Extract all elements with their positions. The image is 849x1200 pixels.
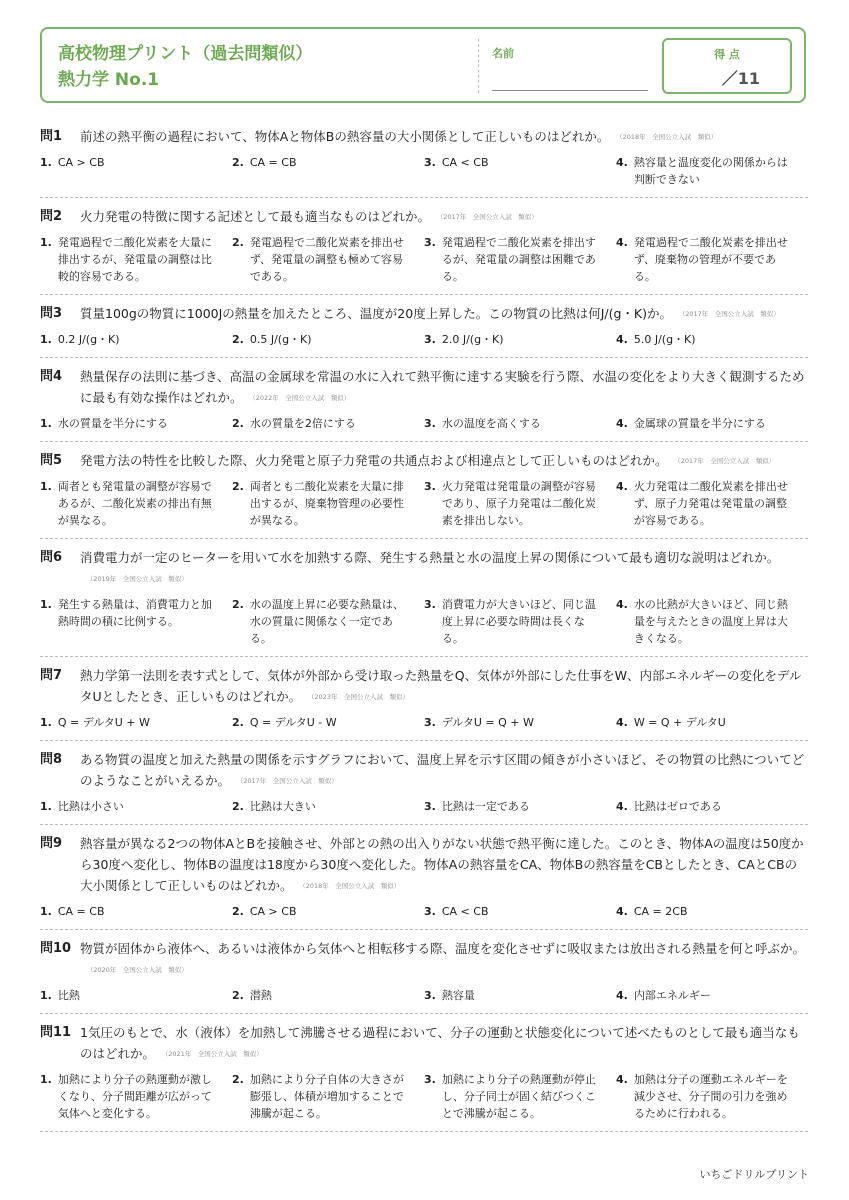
choice-number: 2. xyxy=(232,716,244,729)
choice-text: CA = CB xyxy=(249,156,297,169)
choice-text: デルタU = Q + W xyxy=(441,716,534,729)
choice-number: 2. xyxy=(232,598,244,611)
choice-number: 3. xyxy=(424,1073,436,1086)
choice-number: 2. xyxy=(232,156,244,169)
score-box xyxy=(662,38,792,94)
question-header xyxy=(40,366,808,409)
choice-text: 比熱は一定である xyxy=(441,800,530,813)
choice-list xyxy=(40,714,808,731)
choice-text: CA = CB xyxy=(57,905,105,918)
question-body: 1気圧のもとで、水（液体）を加熱して沸騰させる過程において、分子の運動と状態変化について述べたものとして最も適当なものはどれか。 xyxy=(80,1025,800,1061)
choice-item xyxy=(424,714,616,731)
question-body: 熱容量が異なる2つの物体AとBを接触させ、外部との熱の出入りがない状態で熱平衡に達した。このとき、物体Aの温度は50度から30度へ変化し、物体Bの温度は18度から30度へ変化した。物体Aの熱容量をCA、物体Bの熱容量をCBとしたとき、CAとCBの大小関係として正しいものはどれか。 xyxy=(80,836,804,893)
question-block xyxy=(40,741,808,825)
question-body: 発電方法の特性を比較した際、火力発電と原子力発電の共通点および相違点として正しいものはどれか。 xyxy=(80,453,668,468)
choice-item xyxy=(616,415,808,432)
name-field-line xyxy=(492,90,648,91)
footer-brand: いちごドリルプリント xyxy=(699,1168,809,1181)
choice-number: 1. xyxy=(40,598,52,611)
choice-text: 比熱は小さい xyxy=(57,800,124,813)
choice-number: 3. xyxy=(424,598,436,611)
choice-text: Q = デルタU + W xyxy=(57,716,150,729)
question-body: 熱力学第一法則を表す式として、気体が外部から受け取った熱量をQ、気体が外部にした仕事をW、内部エネルギーの変化をデルタUとしたとき、正しいものはどれか。 xyxy=(80,668,802,704)
choice-text: 発生する熱量は、消費電力と加熱時間の積に比例する。 xyxy=(57,598,212,628)
question-source: （2022年 全国公立入試 類似） xyxy=(252,394,351,402)
choice-item xyxy=(232,415,424,432)
question-list xyxy=(40,118,808,1132)
choice-list xyxy=(40,478,808,529)
question-number: 問9 xyxy=(40,836,63,851)
worksheet-header xyxy=(40,27,806,103)
question-number: 問11 xyxy=(40,1025,72,1040)
choice-item xyxy=(616,903,808,920)
choice-text: 発電過程で二酸化炭素を排出せず、発電量の調整も極めて容易である。 xyxy=(249,236,404,283)
choice-number: 4. xyxy=(616,1073,628,1086)
choice-number: 2. xyxy=(232,905,244,918)
question-number: 問8 xyxy=(40,752,63,767)
choice-number: 4. xyxy=(616,417,628,430)
choice-number: 1. xyxy=(40,716,52,729)
choice-item xyxy=(424,798,616,815)
choice-item xyxy=(232,714,424,731)
title-line-2: 熱力学 No.1 xyxy=(58,70,160,90)
choice-item xyxy=(232,798,424,815)
question-source: （2019年 全国公立入試 類似） xyxy=(90,575,188,583)
choice-text: 潜熱 xyxy=(249,989,272,1002)
choice-text: 比熱はゼロである xyxy=(633,800,722,813)
choice-text: 発電過程で二酸化炭素を排出せず、廃棄物の管理が不要である。 xyxy=(633,236,788,283)
question-text xyxy=(80,833,808,897)
choice-item xyxy=(232,596,424,647)
question-text xyxy=(80,1022,808,1065)
question-header xyxy=(40,749,808,792)
question-source: （2018年 全国公立入試 類似） xyxy=(619,133,718,141)
choice-text: CA > CB xyxy=(57,156,105,169)
question-number: 問10 xyxy=(40,941,72,956)
choice-text: CA = 2CB xyxy=(633,905,688,918)
score-label: 得 点 xyxy=(714,48,740,61)
header-divider xyxy=(478,39,479,93)
choice-item xyxy=(40,714,232,731)
question-number: 問2 xyxy=(40,209,63,224)
question-text xyxy=(80,366,808,409)
choice-item xyxy=(424,331,616,348)
question-source: （2017年 全国公立入試 類似） xyxy=(440,213,538,221)
choice-item xyxy=(40,596,232,647)
question-source: （2017年 全国公立入試 類似） xyxy=(677,457,776,465)
question-source: （2023年 全国公立入試 類似） xyxy=(311,693,409,701)
choice-number: 4. xyxy=(616,598,628,611)
choice-number: 1. xyxy=(40,1073,52,1086)
choice-text: CA < CB xyxy=(441,156,489,169)
choice-list xyxy=(40,798,808,815)
choice-item xyxy=(616,798,808,815)
question-body: 熱量保存の法則に基づき、高温の金属球を常温の水に入れて熱平衡に達する実験を行う際、水温の変化をより大きく観測するために最も有効な操作はどれか。 xyxy=(80,369,805,405)
choice-item xyxy=(616,331,808,348)
question-number: 問7 xyxy=(40,668,63,683)
choice-list xyxy=(40,154,808,188)
question-block xyxy=(40,295,808,358)
question-body: 火力発電の特徴に関する記述として最も適当なものはどれか。 xyxy=(80,209,431,224)
choice-number: 3. xyxy=(424,716,436,729)
question-text xyxy=(80,206,808,228)
choice-number: 1. xyxy=(40,800,52,813)
choice-text: W = Q + デルタU xyxy=(633,716,726,729)
choice-text: 水の質量を半分にする xyxy=(57,417,168,430)
choice-text: Q = デルタU - W xyxy=(249,716,337,729)
choice-text: 加熱により分子の熱運動が激しくなり、分子間距離が広がって気体へと変化する。 xyxy=(57,1073,212,1120)
choice-list xyxy=(40,234,808,285)
choice-item xyxy=(424,415,616,432)
question-source: （2017年 全国公立入試 類似） xyxy=(240,777,338,785)
choice-number: 3. xyxy=(424,156,436,169)
question-number: 問5 xyxy=(40,453,63,468)
choice-item xyxy=(40,478,232,529)
choice-number: 1. xyxy=(40,989,52,1002)
question-number: 問4 xyxy=(40,369,63,384)
question-block xyxy=(40,657,808,741)
question-header xyxy=(40,1022,808,1065)
choice-text: 内部エネルギー xyxy=(633,989,711,1002)
question-text xyxy=(80,938,808,981)
choice-text: 金属球の質量を半分にする xyxy=(633,417,766,430)
choice-list xyxy=(40,415,808,432)
choice-number: 3. xyxy=(424,480,436,493)
question-source: （2017年 全国公立入試 類似） xyxy=(681,310,780,318)
choice-number: 4. xyxy=(616,156,628,169)
question-header xyxy=(40,547,808,590)
choice-item xyxy=(40,1071,232,1122)
question-body: ある物質の温度と加えた熱量の関係を示すグラフにおいて、温度上昇を示す区間の傾きが小さいほど、その物質の比熱についてどのようなことがいえるか。 xyxy=(80,752,805,788)
choice-item xyxy=(616,987,808,1004)
question-text xyxy=(80,749,808,792)
question-block xyxy=(40,358,808,442)
choice-text: 水の温度を高くする xyxy=(441,417,541,430)
choice-item xyxy=(232,478,424,529)
choice-list xyxy=(40,596,808,647)
question-source: （2020年 全国公立入試 類似） xyxy=(90,966,188,974)
question-source: （2018年 全国公立入試 類似） xyxy=(302,882,401,890)
choice-text: 熱容量 xyxy=(441,989,475,1002)
choice-text: 5.0 J/(g・K) xyxy=(633,333,696,346)
choice-item xyxy=(40,798,232,815)
choice-text: 水の質量を2倍にする xyxy=(249,417,356,430)
choice-number: 4. xyxy=(616,480,628,493)
question-header xyxy=(40,206,808,228)
choice-text: 両者とも発電量の調整が容易であるが、二酸化炭素の排出有無が異なる。 xyxy=(57,480,212,527)
question-number: 問3 xyxy=(40,306,63,321)
choice-number: 4. xyxy=(616,989,628,1002)
question-block xyxy=(40,442,808,539)
choice-item xyxy=(616,478,808,529)
choice-number: 4. xyxy=(616,236,628,249)
question-block xyxy=(40,825,808,930)
choice-list xyxy=(40,331,808,348)
choice-item xyxy=(232,1071,424,1122)
choice-number: 3. xyxy=(424,989,436,1002)
question-source: （2021年 全国公立入試 類似） xyxy=(165,1050,263,1058)
choice-item xyxy=(40,331,232,348)
choice-text: 比熱は大きい xyxy=(249,800,316,813)
question-header xyxy=(40,833,808,897)
choice-number: 3. xyxy=(424,236,436,249)
choice-number: 2. xyxy=(232,417,244,430)
question-block xyxy=(40,118,808,198)
choice-item xyxy=(232,234,424,285)
choice-number: 4. xyxy=(616,905,628,918)
choice-text: 水の比熱が大きいほど、同じ熱量を与えたときの温度上昇は大きくなる。 xyxy=(633,598,788,645)
choice-number: 2. xyxy=(232,989,244,1002)
question-number: 問6 xyxy=(40,550,63,565)
question-header xyxy=(40,126,808,148)
choice-list xyxy=(40,1071,808,1122)
choice-text: 発電過程で二酸化炭素を大量に排出するが、発電量の調整は比較的容易である。 xyxy=(57,236,212,283)
choice-text: CA > CB xyxy=(249,905,297,918)
question-body: 前述の熱平衡の過程において、物体Aと物体Bの熱容量の大小関係として正しいものはどれか。 xyxy=(80,129,610,144)
question-block xyxy=(40,539,808,657)
choice-number: 2. xyxy=(232,1073,244,1086)
choice-number: 3. xyxy=(424,333,436,346)
choice-text: 火力発電は二酸化炭素を排出せず、原子力発電は発電量の調整が容易である。 xyxy=(633,480,788,527)
choice-item xyxy=(232,331,424,348)
choice-item xyxy=(616,1071,808,1122)
choice-item xyxy=(40,415,232,432)
choice-text: 加熱により分子の熱運動が停止し、分子同士が固く結びつくことで沸騰が起こる。 xyxy=(441,1073,596,1120)
choice-item xyxy=(616,596,808,647)
choice-text: 熱容量と温度変化の関係からは判断できない xyxy=(633,156,788,186)
question-text xyxy=(80,450,808,472)
choice-number: 4. xyxy=(616,333,628,346)
question-text xyxy=(80,126,808,148)
choice-item xyxy=(232,903,424,920)
choice-number: 3. xyxy=(424,905,436,918)
choice-number: 2. xyxy=(232,480,244,493)
choice-number: 4. xyxy=(616,716,628,729)
title-line-1: 高校物理プリント（過去問類似） xyxy=(58,44,313,64)
choice-text: 0.5 J/(g・K) xyxy=(249,333,312,346)
worksheet-title xyxy=(58,41,312,93)
choice-item xyxy=(424,596,616,647)
choice-item xyxy=(616,154,808,188)
choice-number: 1. xyxy=(40,236,52,249)
choice-item xyxy=(232,987,424,1004)
choice-item xyxy=(40,903,232,920)
choice-text: 火力発電は発電量の調整が容易であり、原子力発電は二酸化炭素を排出しない。 xyxy=(441,480,596,527)
choice-text: 両者とも二酸化炭素を大量に排出するが、廃棄物管理の必要性が異なる。 xyxy=(249,480,404,527)
question-text xyxy=(80,665,808,708)
question-body: 消費電力が一定のヒーターを用いて水を加熱する際、発生する熱量と水の温度上昇の関係について最も適切な説明はどれか。 xyxy=(80,550,780,565)
choice-text: 加熱により分子自体の大きさが膨張し、体積が増加することで沸騰が起こる。 xyxy=(249,1073,404,1120)
choice-number: 1. xyxy=(40,480,52,493)
choice-number: 1. xyxy=(40,333,52,346)
choice-item xyxy=(424,903,616,920)
choice-item xyxy=(424,234,616,285)
choice-number: 1. xyxy=(40,156,52,169)
choice-list xyxy=(40,987,808,1004)
question-number: 問1 xyxy=(40,129,63,144)
choice-number: 1. xyxy=(40,417,52,430)
question-text xyxy=(80,303,808,325)
choice-text: 消費電力が大きいほど、同じ温度上昇に必要な時間は長くなる。 xyxy=(441,598,596,645)
choice-item xyxy=(40,234,232,285)
choice-text: 2.0 J/(g・K) xyxy=(441,333,504,346)
choice-text: 加熱は分子の運動エネルギーを減少させ、分子間の引力を強めるために行われる。 xyxy=(633,1073,788,1120)
choice-number: 2. xyxy=(232,333,244,346)
choice-number: 2. xyxy=(232,800,244,813)
question-header xyxy=(40,450,808,472)
question-header xyxy=(40,303,808,325)
choice-text: CA < CB xyxy=(441,905,489,918)
choice-number: 1. xyxy=(40,905,52,918)
question-header xyxy=(40,938,808,981)
question-text xyxy=(80,547,808,590)
choice-item xyxy=(424,1071,616,1122)
question-block xyxy=(40,1014,808,1132)
choice-item xyxy=(232,154,424,188)
choice-number: 2. xyxy=(232,236,244,249)
score-value: ／11 xyxy=(721,69,760,88)
choice-text: 0.2 J/(g・K) xyxy=(57,333,120,346)
choice-number: 3. xyxy=(424,417,436,430)
choice-item xyxy=(424,478,616,529)
choice-item xyxy=(616,714,808,731)
choice-text: 発電過程で二酸化炭素を排出するが、発電量の調整は困難である。 xyxy=(441,236,596,283)
choice-item xyxy=(40,154,232,188)
choice-number: 3. xyxy=(424,800,436,813)
name-label: 名前 xyxy=(492,47,514,60)
choice-item xyxy=(616,234,808,285)
choice-text: 水の温度上昇に必要な熱量は、水の質量に関係なく一定である。 xyxy=(249,598,404,645)
question-block xyxy=(40,930,808,1014)
choice-number: 4. xyxy=(616,800,628,813)
question-body: 物質が固体から液体へ、あるいは液体から気体へと相転移する際、温度を変化させずに吸収または放出される熱量を何と呼ぶか。 xyxy=(80,941,806,956)
choice-item xyxy=(40,987,232,1004)
question-header xyxy=(40,665,808,708)
choice-list xyxy=(40,903,808,920)
question-body: 質量100gの物質に1000Jの熱量を加えたところ、温度が20度上昇した。この物質の比熱は何J/(g・K)か。 xyxy=(80,306,672,321)
choice-item xyxy=(424,154,616,188)
choice-text: 比熱 xyxy=(57,989,80,1002)
choice-item xyxy=(424,987,616,1004)
question-block xyxy=(40,198,808,295)
